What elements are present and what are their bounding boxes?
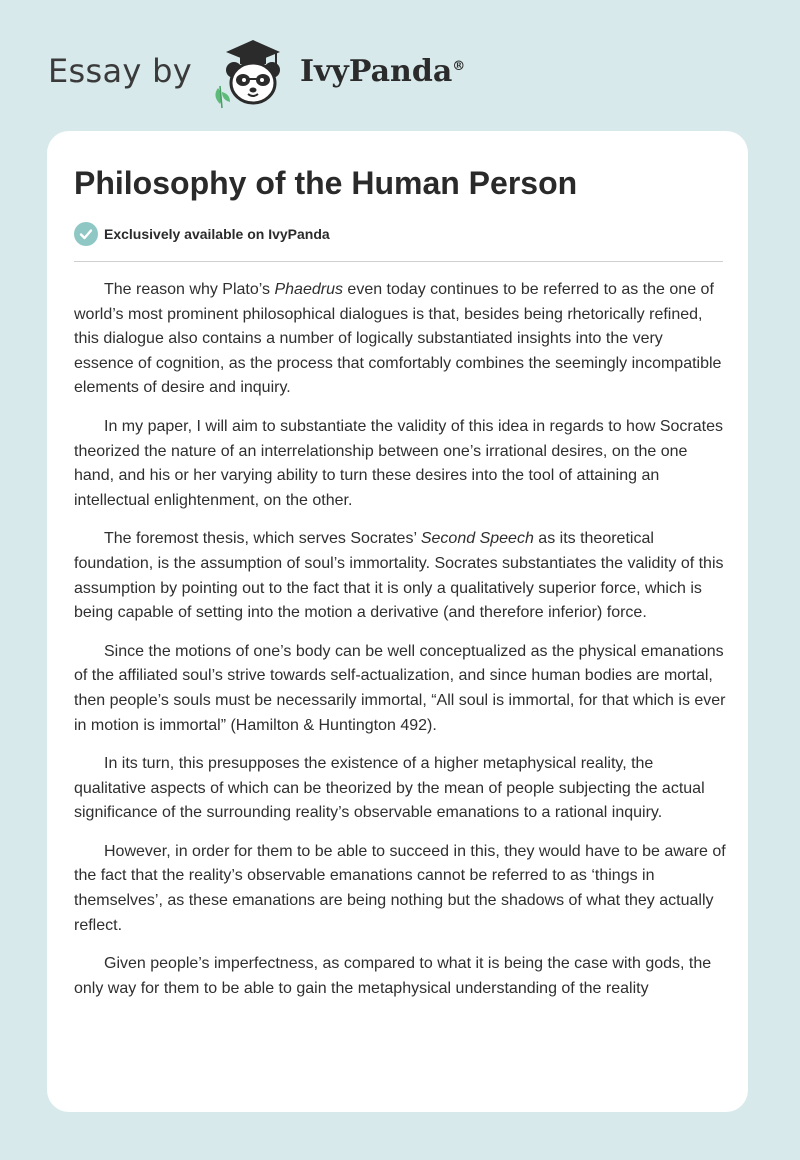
paragraph-text: The reason why Plato’s [104, 281, 275, 298]
panda-logo-icon [208, 36, 298, 110]
paragraph-text: even today continues to be referred to as the one of world’s most prominent philosophical dialogues is that, besides being rhetorically refined, this dialogue also contains a number of logically substantiated insights into the very essence of cognition, as the process that comfortably combines the seemingly incompatible elements of desire and inquiry. [74, 281, 722, 397]
brand-prefix: Essay by [48, 52, 192, 90]
badge-label: Exclusively available on IvyPanda [104, 226, 330, 242]
check-circle-icon [74, 222, 98, 246]
paragraph-text: The foremost thesis, which serves Socrates’ [104, 530, 421, 548]
divider [74, 261, 723, 262]
exclusive-badge [74, 222, 330, 246]
paragraph: In my paper, I will aim to substantiate the validity of this idea in regards to how Socrates theorized the nature of an interrelationship between one’s irrational desires, on the one hand, and his or her varying ability to turn these desires into the tool of attaining an intellectual enlightenment, on the other. [74, 417, 723, 509]
paragraph: However, in order for them to be able to succeed in this, they would have to be aware of the fact that the reality’s observable emanations cannot be referred to as ‘things in themselves’, as these emanations are being nothing but the shadows of what they actually reflect. [74, 842, 726, 934]
brand-name [300, 54, 465, 89]
paragraph-text: as its theoretical foundation, is the assumption of soul’s immortality. Socrates substantiates the validity of this assumption by pointing out to the fact that it is only a qualitatively superior force, which is being capable of setting into the motion a derivative (and therefore inferior) force. [74, 530, 724, 622]
paragraph [74, 527, 726, 625]
paragraph [74, 278, 726, 401]
paragraph: Since the motions of one’s body can be well conceptualized as the physical emanations of the affiliated soul’s strive towards self-actualization, and since human bodies are mortal, then people’s souls must be necessarily immortal, “All soul is immortal, for that which is ever in motion is immortal” (Hamilton & Huntington 492). [74, 642, 726, 734]
essay-body [74, 278, 726, 1015]
paragraph: In its turn, this presupposes the existence of a higher metaphysical reality, the qualitative aspects of which can be theorized by the mean of people subjecting the actual significance of the surrounding reality’s observable emanations to a rational inquiry. [74, 755, 705, 822]
brand[interactable] [48, 36, 465, 110]
brand-name-text: IvyPanda [299, 53, 453, 89]
page-title: Philosophy of the Human Person [74, 165, 578, 201]
paragraph: Given people’s imperfectness, as compared to what it is being the case with gods, the only way for them to be able to gain the metaphysical understanding of the reality [74, 955, 712, 997]
book-title-phaedrus: Phaedrus [274, 281, 343, 298]
essay-card [47, 131, 748, 1112]
speech-title-second-speech: Second Speech [420, 530, 534, 548]
registered-mark: ® [452, 58, 466, 74]
